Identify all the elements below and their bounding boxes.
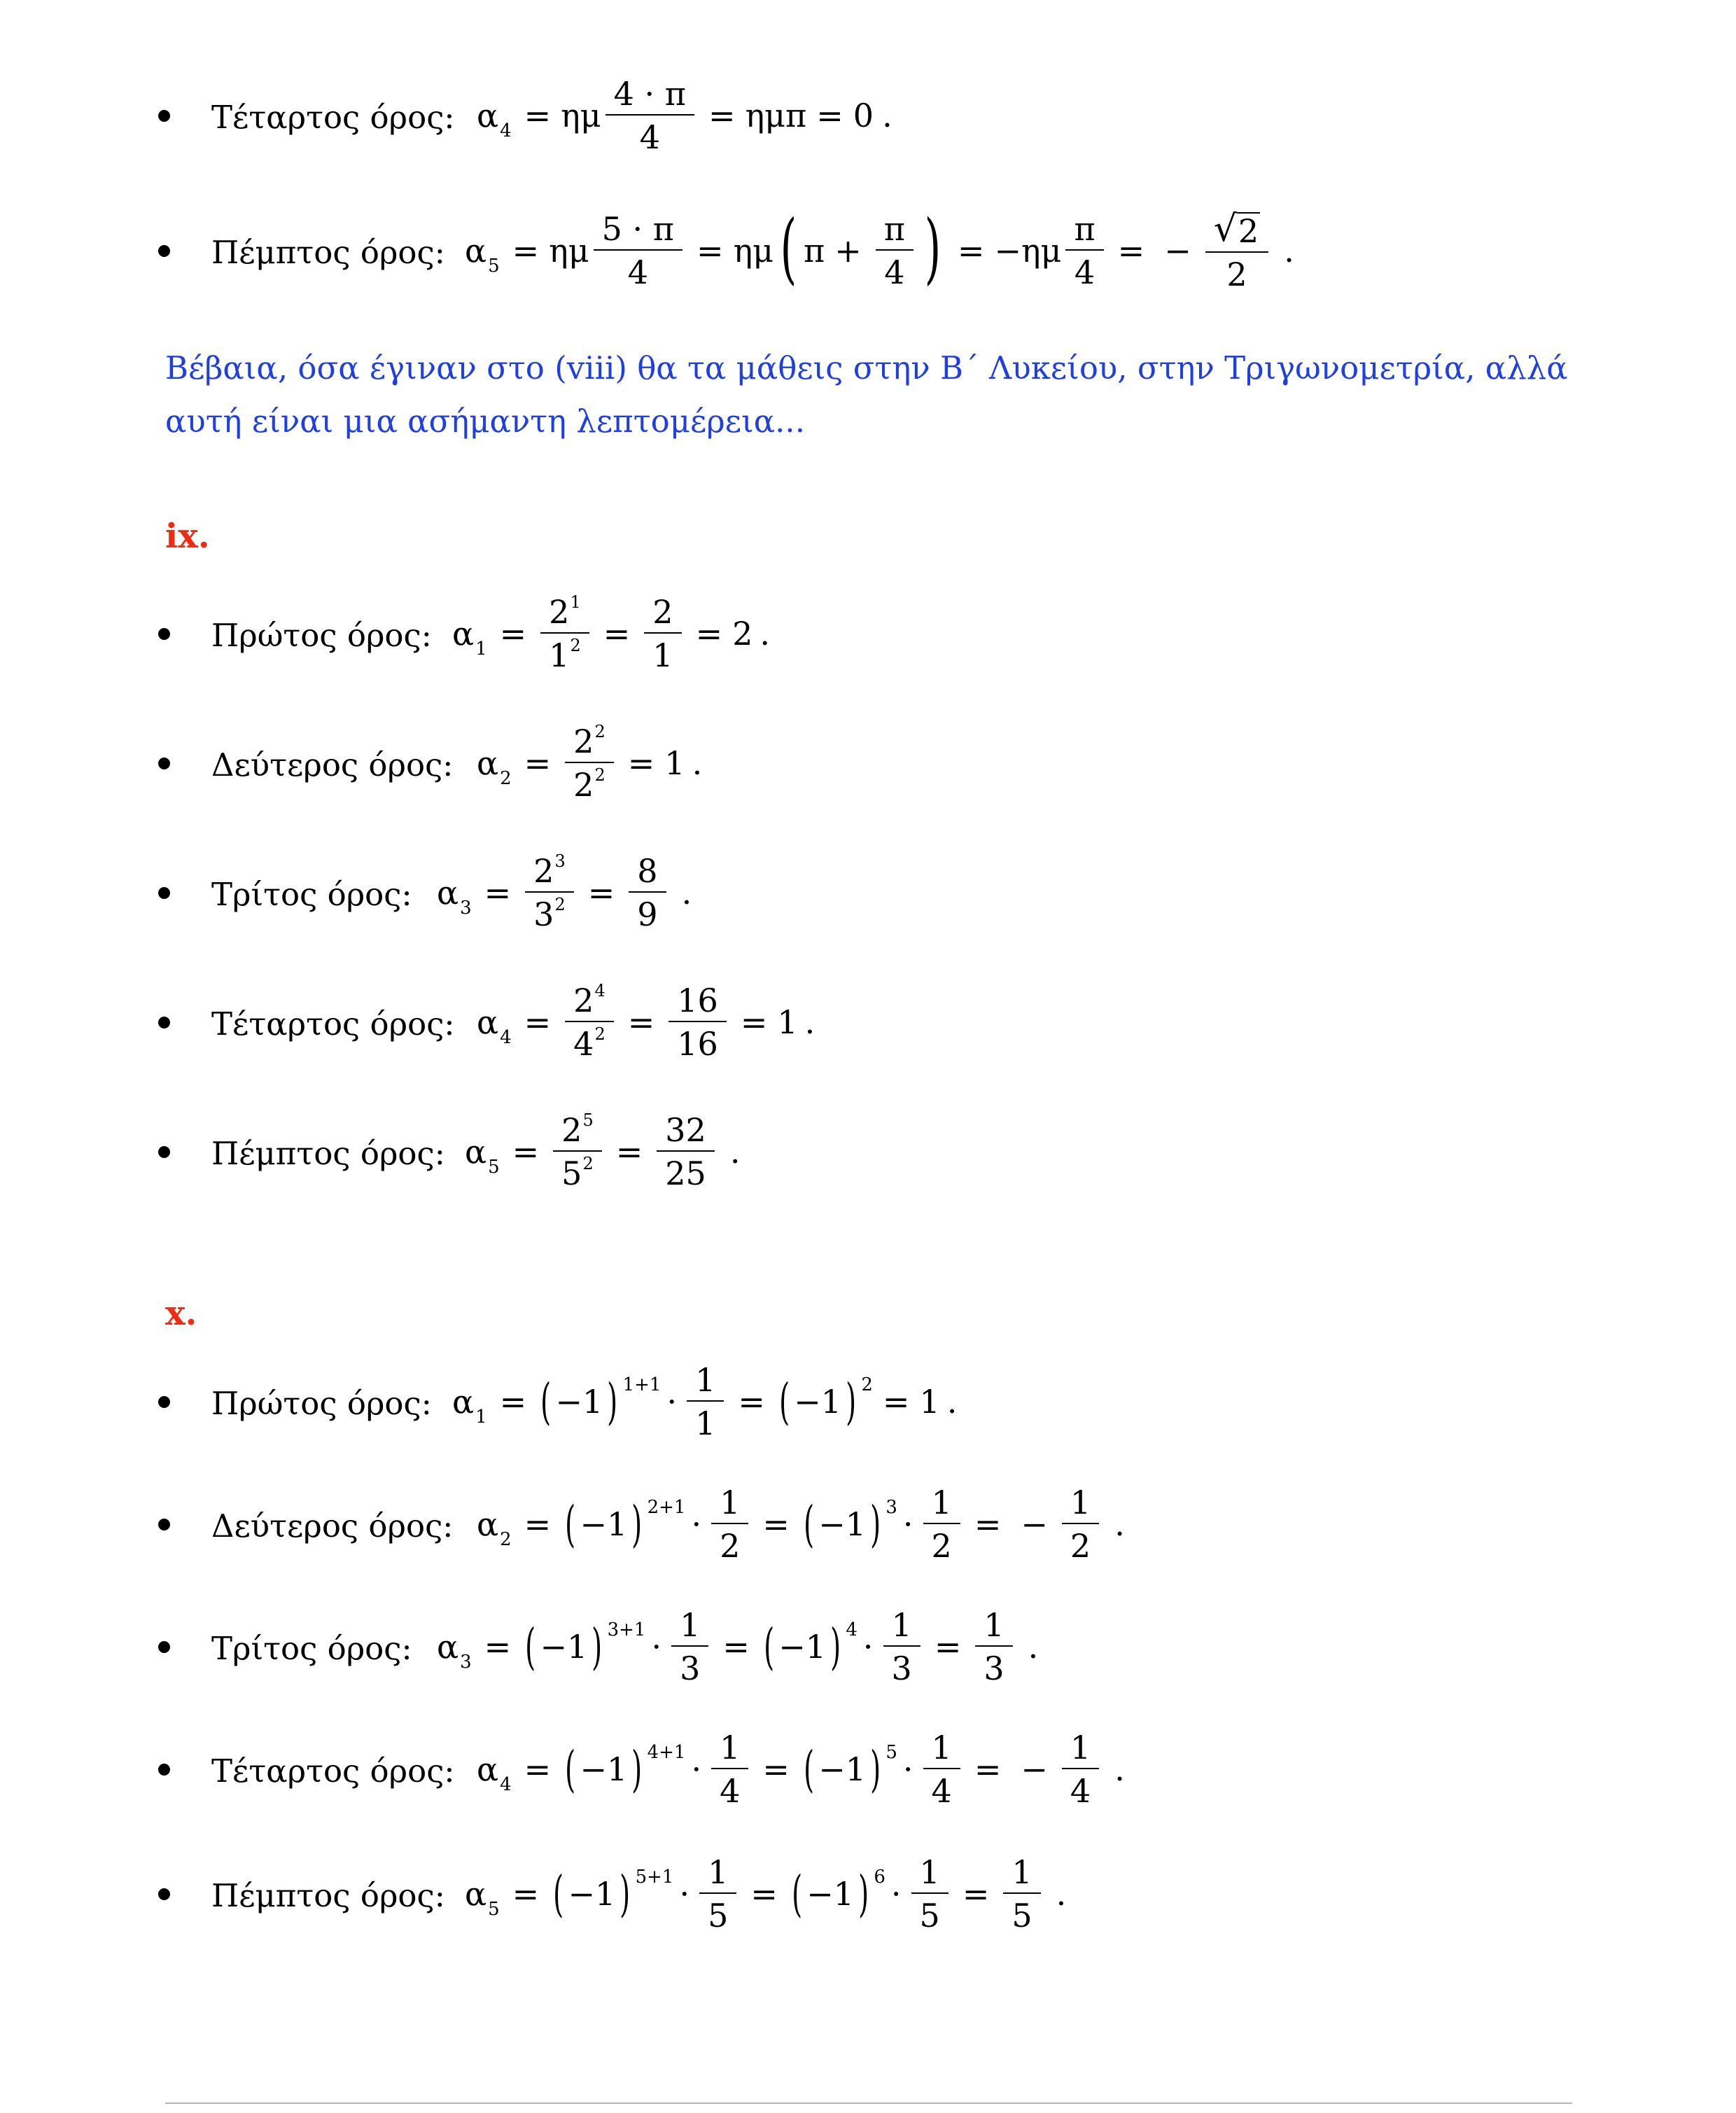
- term-formula: α 3 = ( −1 ) 3+1 · $\frac{1}{3}$ = ( −1 ) 4 · $\frac{1}{3}$ = $\frac{1}{3}$ .: [437, 1606, 1039, 1687]
- fraction: $\frac{1}{5}$: [1003, 1856, 1040, 1932]
- fraction: $\frac{2^4}{4^2}$: [565, 984, 614, 1060]
- bullet: [158, 1396, 170, 1408]
- term-label: Πέμπτος όρος:: [211, 1877, 445, 1914]
- fraction: $\frac{1}{4}$: [923, 1731, 960, 1807]
- fraction: $\frac{5 \cdot \pi}{4}$: [594, 213, 682, 288]
- term-formula: α 1 = ( −1 ) 1+1 · $\frac{1}{1}$ = ( −1 ) 2 = 1 .: [452, 1361, 958, 1442]
- note-paragraph: Βέβαια, όσα έγιναν στο (viii) θα τα μάθεις στην Β΄ Λυκείου, στην Τριγωνομετρία, αλλά αυτή είναι μια ασήμαντη λεπτομέρεια...: [165, 349, 1568, 440]
- term-formula: α 4 = ( −1 ) 4+1 · $\frac{1}{4}$ = ( −1 ) 5 · $\frac{1}{4}$ = − $\frac{1}{4}$ .: [477, 1729, 1125, 1810]
- footer-divider: [165, 2102, 1572, 2104]
- bullet: [158, 1146, 170, 1158]
- fraction: $\frac{2^1}{1^2}$: [540, 596, 589, 671]
- bullet: [158, 628, 170, 640]
- fraction: $\frac{4 \cdot \pi}{4}$: [606, 78, 694, 153]
- fraction: $\frac{1}{2}$: [1062, 1486, 1099, 1562]
- term-formula: α 5 = $\frac{2^5}{5^2}$ = $\frac{32}{25}$ .: [465, 1110, 741, 1192]
- fraction: $\frac{32}{25}$: [657, 1114, 715, 1190]
- fraction: $\frac{2^3}{3^2}$: [525, 855, 574, 930]
- fraction: $\frac{1}{3}$: [671, 1609, 708, 1685]
- term-formula: α 3 = $\frac{2^3}{3^2}$ = $\frac{8}{9}$ .: [437, 851, 692, 933]
- fraction: $\frac{1}{2}$: [711, 1486, 748, 1562]
- bullet: [158, 110, 170, 122]
- bullet: [158, 1519, 170, 1530]
- fraction: $\frac{2}{1}$: [644, 596, 681, 671]
- fraction: $\frac{8}{9}$: [629, 855, 666, 930]
- term-label: Τέταρτος όρος:: [211, 1005, 455, 1042]
- term-label: Δεύτερος όρος:: [211, 1507, 454, 1544]
- term-label: Δεύτερος όρος:: [211, 746, 454, 783]
- fraction: $\frac{1}{5}$: [699, 1856, 736, 1932]
- fraction: $\frac{1}{3}$: [883, 1609, 920, 1685]
- fraction: $\frac{1}{4}$: [711, 1731, 748, 1807]
- bullet: [158, 1017, 170, 1028]
- fraction: $\frac{\pi}{4}$: [1065, 213, 1103, 288]
- fraction: $\frac{1}{2}$: [923, 1486, 960, 1562]
- term-label: Πέμπτος όρος:: [211, 234, 445, 271]
- fraction: $\frac{1}{4}$: [1062, 1731, 1099, 1807]
- bullet: [158, 1641, 170, 1653]
- bullet: [158, 1888, 170, 1900]
- term-label: Πρώτος όρος:: [211, 617, 432, 654]
- term-label: Τρίτος όρος:: [211, 1630, 412, 1667]
- fraction: $\frac{2^2}{2^2}$: [565, 725, 614, 801]
- term-formula: α 2 = $\frac{2^2}{2^2}$ = 1 .: [477, 722, 703, 804]
- term-label: Πέμπτος όρος:: [211, 1135, 445, 1172]
- bullet: [158, 758, 170, 769]
- term-formula: α 5 = ( −1 ) 5+1 · $\frac{1}{5}$ = ( −1 ) 6 · $\frac{1}{5}$ = $\frac{1}{5}$ .: [465, 1853, 1067, 1934]
- bullet: [158, 887, 170, 899]
- section-heading-x: x.: [165, 1294, 197, 1333]
- fraction: $\frac{1}{5}$: [911, 1856, 948, 1932]
- term-formula: α 2 = ( −1 ) 2+1 · $\frac{1}{2}$ = ( −1 ) 3 · $\frac{1}{2}$ = − $\frac{1}{2}$ .: [477, 1484, 1125, 1565]
- term-label: Τέταρτος όρος:: [211, 1752, 455, 1790]
- section-heading-ix: ix.: [165, 517, 210, 556]
- term-formula: α 1 = $\frac{2^1}{1^2}$ = $\frac{2}{1}$ = 2 .: [452, 592, 771, 674]
- fraction: $\frac{\pi}{4}$: [876, 213, 913, 288]
- fraction: $\frac{1}{1}$: [687, 1364, 724, 1439]
- fraction: $\frac{1}{3}$: [975, 1609, 1012, 1685]
- term-formula: α 4 = $\frac{2^4}{4^2}$ = $\frac{16}{16}$ = 1 .: [477, 981, 816, 1063]
- bullet: [158, 1764, 170, 1776]
- term-label: Τέταρτος όρος:: [211, 99, 455, 136]
- fraction: $\frac{2^5}{5^2}$: [553, 1114, 602, 1190]
- bullet: [158, 245, 170, 257]
- term-formula: α 4 = ημ $\frac{4 \cdot \pi}{4}$ = ημπ = 0 .: [477, 75, 892, 156]
- term-formula: α 5 = ημ $\frac{5 \cdot \pi}{4}$ = ημ ( π + $\frac{\pi}{4}$ ) = −ημ $\frac{\pi}{4}$ = − √ 2 2 .: [465, 203, 1294, 293]
- term-label: Πρώτος όρος:: [211, 1385, 432, 1422]
- fraction: √ 2 2: [1205, 211, 1268, 291]
- fraction: $\frac{16}{16}$: [668, 984, 727, 1060]
- square-root: √ 2: [1213, 208, 1259, 250]
- term-label: Τρίτος όρος:: [211, 876, 412, 913]
